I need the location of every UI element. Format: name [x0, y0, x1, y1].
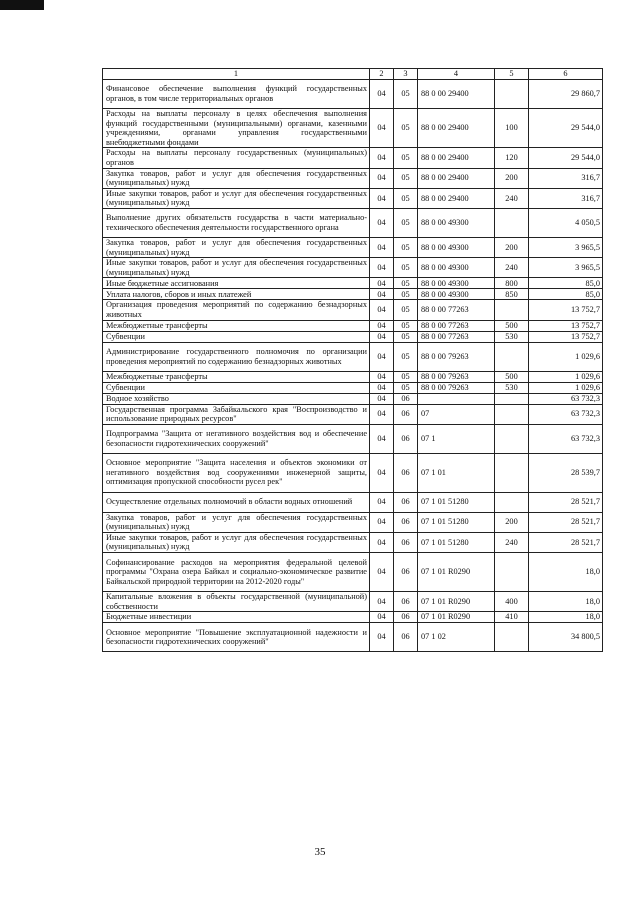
row-target-article: 07 1 01 51280	[418, 512, 495, 532]
table-row	[103, 404, 603, 424]
row-subsection: 06	[394, 553, 418, 592]
row-name: Расходы на выплаты персоналу государственных (муниципальных) органов	[103, 148, 370, 168]
row-target-article: 88 0 00 49300	[418, 208, 495, 237]
table-row	[103, 342, 603, 371]
table-row	[103, 453, 603, 492]
table-row	[103, 532, 603, 552]
row-target-article	[418, 393, 495, 404]
header-col-6: 6	[529, 69, 603, 80]
row-expense-type: 100	[495, 109, 529, 148]
row-section: 04	[370, 512, 394, 532]
row-expense-type	[495, 80, 529, 109]
table-row	[103, 188, 603, 208]
row-subsection: 06	[394, 424, 418, 453]
row-name: Бюджетные инвестиции	[103, 612, 370, 623]
row-amount: 3 965,5	[529, 237, 603, 257]
row-section: 04	[370, 371, 394, 382]
row-section: 04	[370, 453, 394, 492]
table-row	[103, 553, 603, 592]
row-target-article: 07	[418, 404, 495, 424]
row-section: 04	[370, 289, 394, 300]
row-section: 04	[370, 612, 394, 623]
row-subsection: 05	[394, 342, 418, 371]
row-section: 04	[370, 237, 394, 257]
row-target-article: 07 1 01	[418, 453, 495, 492]
row-amount: 3 965,5	[529, 258, 603, 278]
row-section: 04	[370, 532, 394, 552]
row-amount: 29 860,7	[529, 80, 603, 109]
row-subsection: 05	[394, 331, 418, 342]
row-amount: 29 544,0	[529, 148, 603, 168]
table-header-row	[103, 69, 603, 80]
row-target-article: 88 0 00 79263	[418, 342, 495, 371]
row-expense-type: 200	[495, 168, 529, 188]
row-subsection: 05	[394, 109, 418, 148]
row-section: 04	[370, 382, 394, 393]
row-target-article: 88 0 00 77263	[418, 331, 495, 342]
row-target-article: 88 0 00 29400	[418, 148, 495, 168]
table-row	[103, 592, 603, 612]
row-section: 04	[370, 188, 394, 208]
row-subsection: 06	[394, 612, 418, 623]
row-amount: 85,0	[529, 278, 603, 289]
table-row	[103, 371, 603, 382]
row-subsection: 06	[394, 492, 418, 512]
table-row	[103, 424, 603, 453]
row-target-article: 88 0 00 29400	[418, 80, 495, 109]
row-section: 04	[370, 148, 394, 168]
row-expense-type	[495, 492, 529, 512]
row-amount: 13 752,7	[529, 331, 603, 342]
row-target-article: 07 1 02	[418, 623, 495, 652]
row-name: Закупка товаров, работ и услуг для обеспечения государственных (муниципальных) нужд	[103, 237, 370, 257]
table-row	[103, 109, 603, 148]
row-section: 04	[370, 623, 394, 652]
table-row	[103, 612, 603, 623]
row-section: 04	[370, 208, 394, 237]
row-name: Основное мероприятие "Защита населения и объектов экономики от негативного воздействия вод сооружениями инженерной защиты, оптимизация пропускной способности русел рек"	[103, 453, 370, 492]
row-amount: 13 752,7	[529, 300, 603, 320]
row-expense-type: 400	[495, 592, 529, 612]
table-row	[103, 278, 603, 289]
row-section: 04	[370, 168, 394, 188]
row-subsection: 05	[394, 237, 418, 257]
row-amount: 63 732,3	[529, 424, 603, 453]
row-amount: 85,0	[529, 289, 603, 300]
row-expense-type	[495, 393, 529, 404]
row-name: Капитальные вложения в объекты государственной (муниципальной) собственности	[103, 592, 370, 612]
row-target-article: 88 0 00 29400	[418, 188, 495, 208]
row-subsection: 05	[394, 258, 418, 278]
row-expense-type: 240	[495, 258, 529, 278]
table-row	[103, 512, 603, 532]
row-expense-type: 500	[495, 371, 529, 382]
row-amount: 28 521,7	[529, 532, 603, 552]
row-target-article: 07 1 01 R0290	[418, 612, 495, 623]
row-amount: 34 800,5	[529, 623, 603, 652]
table-row	[103, 208, 603, 237]
row-expense-type: 120	[495, 148, 529, 168]
row-target-article: 88 0 00 49300	[418, 289, 495, 300]
header-col-3: 3	[394, 69, 418, 80]
row-section: 04	[370, 109, 394, 148]
row-section: 04	[370, 331, 394, 342]
row-section: 04	[370, 342, 394, 371]
row-name: Подпрограмма "Защита от негативного воздействия вод и обеспечение безопасности гидротехнических сооружений"	[103, 424, 370, 453]
row-target-article: 88 0 00 29400	[418, 109, 495, 148]
row-subsection: 05	[394, 300, 418, 320]
table-row	[103, 168, 603, 188]
row-amount: 18,0	[529, 612, 603, 623]
row-amount: 13 752,7	[529, 320, 603, 331]
row-name: Государственная программа Забайкальского края "Воспроизводство и использование природных ресурсов"	[103, 404, 370, 424]
table-row	[103, 300, 603, 320]
row-subsection: 05	[394, 320, 418, 331]
row-section: 04	[370, 592, 394, 612]
table-row	[103, 623, 603, 652]
row-subsection: 05	[394, 148, 418, 168]
header-col-5: 5	[495, 69, 529, 80]
scan-corner-mark	[0, 0, 44, 10]
row-expense-type	[495, 453, 529, 492]
row-subsection: 05	[394, 289, 418, 300]
row-subsection: 06	[394, 512, 418, 532]
table-row	[103, 237, 603, 257]
row-subsection: 06	[394, 592, 418, 612]
row-subsection: 06	[394, 404, 418, 424]
row-amount: 63 732,3	[529, 404, 603, 424]
row-name: Иные закупки товаров, работ и услуг для обеспечения государственных (муниципальных) нужд	[103, 258, 370, 278]
row-section: 04	[370, 258, 394, 278]
row-amount: 18,0	[529, 592, 603, 612]
row-expense-type: 240	[495, 532, 529, 552]
row-target-article: 07 1 01 51280	[418, 532, 495, 552]
row-subsection: 06	[394, 393, 418, 404]
row-expense-type: 410	[495, 612, 529, 623]
row-subsection: 05	[394, 168, 418, 188]
row-amount: 63 732,3	[529, 393, 603, 404]
row-name: Расходы на выплаты персоналу в целях обеспечения выполнения функций государственными (муниципальными) органами, казенными учреждениями, органами управления государственными внебюджетными фондами	[103, 109, 370, 148]
table-body	[103, 69, 603, 652]
row-section: 04	[370, 492, 394, 512]
row-amount: 1 029,6	[529, 342, 603, 371]
table-row	[103, 382, 603, 393]
row-name: Субвенции	[103, 382, 370, 393]
page-number: 35	[314, 846, 326, 858]
row-subsection: 05	[394, 371, 418, 382]
row-section: 04	[370, 393, 394, 404]
row-subsection: 05	[394, 208, 418, 237]
row-name: Администрирование государственного полномочия по организации проведения мероприятий по содержанию безнадзорных животных	[103, 342, 370, 371]
row-target-article: 07 1 01 R0290	[418, 553, 495, 592]
row-target-article: 07 1 01 R0290	[418, 592, 495, 612]
row-name: Водное хозяйство	[103, 393, 370, 404]
row-name: Межбюджетные трансферты	[103, 320, 370, 331]
row-subsection: 05	[394, 188, 418, 208]
table-row	[103, 393, 603, 404]
row-target-article: 88 0 00 49300	[418, 278, 495, 289]
row-expense-type: 800	[495, 278, 529, 289]
row-section: 04	[370, 320, 394, 331]
row-target-article: 88 0 00 49300	[418, 258, 495, 278]
row-name: Иные закупки товаров, работ и услуг для обеспечения государственных (муниципальных) нужд	[103, 188, 370, 208]
row-target-article: 88 0 00 49300	[418, 237, 495, 257]
row-expense-type	[495, 300, 529, 320]
row-amount: 316,7	[529, 188, 603, 208]
row-name: Организация проведения мероприятий по содержанию безнадзорных животных	[103, 300, 370, 320]
row-section: 04	[370, 278, 394, 289]
row-target-article: 88 0 00 79263	[418, 371, 495, 382]
row-expense-type: 500	[495, 320, 529, 331]
row-target-article: 88 0 00 79263	[418, 382, 495, 393]
row-section: 04	[370, 80, 394, 109]
row-name: Осуществление отдельных полномочий в области водных отношений	[103, 492, 370, 512]
row-expense-type	[495, 553, 529, 592]
row-section: 04	[370, 553, 394, 592]
row-name: Софинансирование расходов на мероприятия федеральной целевой программы "Охрана озера Байкал и социально-экономическое развитие Байкальской природной территории на 2012-2020 годы"	[103, 553, 370, 592]
row-subsection: 05	[394, 278, 418, 289]
table-row	[103, 331, 603, 342]
row-subsection: 06	[394, 453, 418, 492]
row-name: Закупка товаров, работ и услуг для обеспечения государственных (муниципальных) нужд	[103, 512, 370, 532]
table-row	[103, 148, 603, 168]
table-row	[103, 289, 603, 300]
row-expense-type	[495, 424, 529, 453]
table-row	[103, 80, 603, 109]
header-col-4: 4	[418, 69, 495, 80]
row-section: 04	[370, 300, 394, 320]
row-expense-type	[495, 208, 529, 237]
table-row	[103, 320, 603, 331]
row-name: Выполнение других обязательств государства в части материально-технического обеспечения деятельности государственного органа	[103, 208, 370, 237]
row-amount: 18,0	[529, 553, 603, 592]
row-amount: 1 029,6	[529, 382, 603, 393]
table-row	[103, 258, 603, 278]
row-expense-type	[495, 623, 529, 652]
row-name: Уплата налогов, сборов и иных платежей	[103, 289, 370, 300]
row-expense-type: 240	[495, 188, 529, 208]
row-name: Основное мероприятие "Повышение эксплуатационной надежности и безопасности гидротехнических сооружений"	[103, 623, 370, 652]
row-expense-type: 530	[495, 382, 529, 393]
row-amount: 1 029,6	[529, 371, 603, 382]
row-amount: 28 521,7	[529, 512, 603, 532]
row-subsection: 05	[394, 382, 418, 393]
row-name: Иные бюджетные ассигнования	[103, 278, 370, 289]
header-col-2: 2	[370, 69, 394, 80]
row-expense-type: 530	[495, 331, 529, 342]
row-expense-type: 850	[495, 289, 529, 300]
row-amount: 316,7	[529, 168, 603, 188]
row-subsection: 05	[394, 80, 418, 109]
row-subsection: 06	[394, 623, 418, 652]
row-target-article: 07 1	[418, 424, 495, 453]
budget-table	[102, 68, 603, 652]
row-target-article: 07 1 01 51280	[418, 492, 495, 512]
header-col-1: 1	[103, 69, 370, 80]
row-amount: 28 521,7	[529, 492, 603, 512]
row-name: Межбюджетные трансферты	[103, 371, 370, 382]
row-name: Финансовое обеспечение выполнения функций государственных органов, в том числе территориальных органов	[103, 80, 370, 109]
row-section: 04	[370, 404, 394, 424]
row-target-article: 88 0 00 77263	[418, 320, 495, 331]
row-name: Субвенции	[103, 331, 370, 342]
row-expense-type	[495, 342, 529, 371]
row-expense-type: 200	[495, 237, 529, 257]
row-target-article: 88 0 00 29400	[418, 168, 495, 188]
row-target-article: 88 0 00 77263	[418, 300, 495, 320]
row-name: Закупка товаров, работ и услуг для обеспечения государственных (муниципальных) нужд	[103, 168, 370, 188]
row-expense-type: 200	[495, 512, 529, 532]
row-expense-type	[495, 404, 529, 424]
row-amount: 29 544,0	[529, 109, 603, 148]
row-section: 04	[370, 424, 394, 453]
table-row	[103, 492, 603, 512]
row-subsection: 06	[394, 532, 418, 552]
row-amount: 4 050,5	[529, 208, 603, 237]
row-amount: 28 539,7	[529, 453, 603, 492]
row-name: Иные закупки товаров, работ и услуг для обеспечения государственных (муниципальных) нужд	[103, 532, 370, 552]
